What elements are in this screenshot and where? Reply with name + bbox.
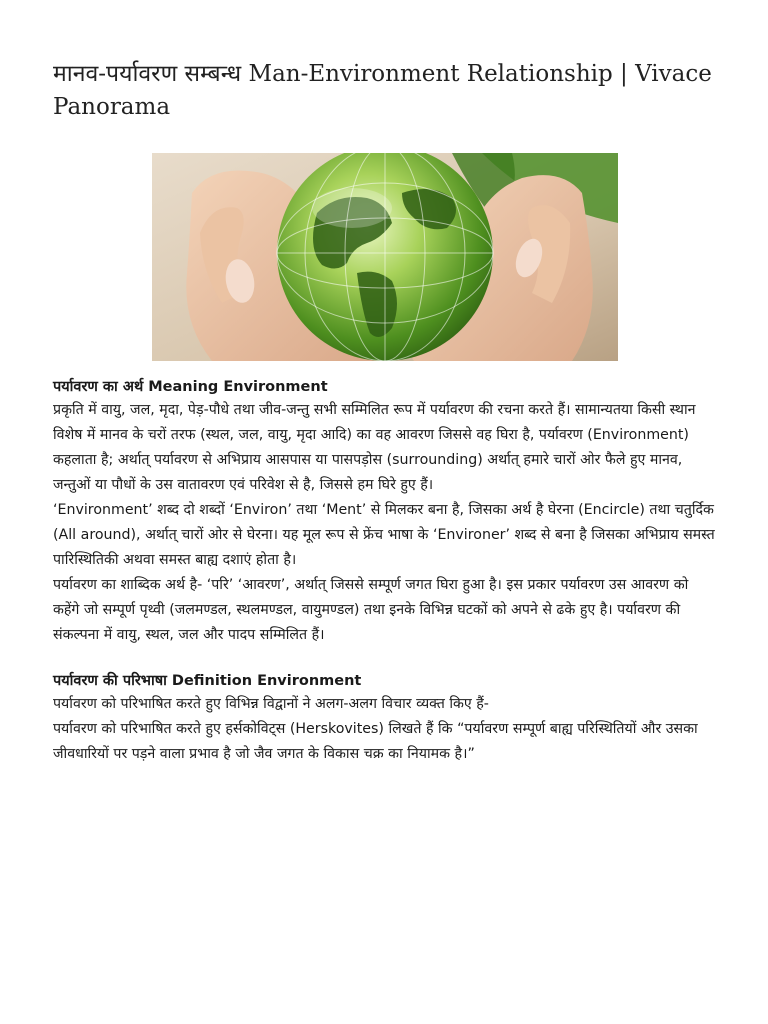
globe-in-hands-image — [152, 153, 618, 361]
paragraph-meaning-2: ‘Environment’ शब्द दो शब्दों ‘Environ’ तथा ‘Ment’ से मिलकर बना है, जिसका अर्थ है घेरना (Encircle) तथा चतुर्दिक (All around), अर्थात् चारों ओर से घेरना। यह मूल रूप से फ्रेंच भाषा के ‘Environer’ शब्द से बना है जिसका अभिप्राय समस्त पारिस्थितिकी अथवा समस्त बाह्य दशाएं होता है। — [53, 502, 715, 568]
paragraph-definition-1: पर्यावरण को परिभाषित करते हुए विभिन्न विद्वानों ने अलग-अलग विचार व्यक्त किए हैं- — [53, 696, 489, 712]
paragraph-meaning-1: प्रकृति में वायु, जल, मृदा, पेड़-पौधे तथा जीव-जन्तु सभी सम्मिलित रूप में पर्यावरण की रचना करते हैं। सामान्यतया किसी स्थान विशेष में मानव के चरों तरफ (स्थल, जल, वायु, मृदा आदि) का वह आवरण जिससे वह घिरा है, पर्यावरण (Environment) कहलाता है; अर्थात् पर्यावरण से अभिप्राय आसपास या पासपड़ोस (surrounding) अर्थात् हमारे चारों ओर फैले हुए मानव, जन्तुओं या पौधों के उस वातावरण एवं परिवेश से है, जिससे हम घिरे हुए हैं। — [53, 402, 696, 493]
paragraph-definition-2: पर्यावरण को परिभाषित करते हुए हर्सकोविट्स (Herskovites) लिखते हैं कि “पर्यावरण सम्पूर्ण बाह्य परिस्थितियों और उसका जीवधारियों पर पड़ने वाला प्रभाव है जो जैव जगत के विकास चक्र का नियामक है।” — [53, 721, 698, 762]
page-title: मानव-पर्यावरण सम्बन्ध Man-Environment Relationship | Vivace Panorama — [53, 61, 712, 120]
paragraph-meaning-3: पर्यावरण का शाब्दिक अर्थ है- ‘परि’ ‘आवरण’, अर्थात् जिससे सम्पूर्ण जगत घिरा हुआ है। इस प्रकार पर्यावरण उस आवरण को कहेंगे जो सम्पूर्ण पृथ्वी (जलमण्डल, स्थलमण्डल, वायुमण्डल) तथा इनके विभिन्न घटकों को अपने से ढके हुए है। पर्यावरण की संकल्पना में वायु, स्थल, जल और पादप सम्मिलित हैं। — [53, 577, 689, 643]
section-heading-meaning: पर्यावरण का अर्थ Meaning Environment — [53, 379, 328, 395]
section-heading-definition: पर्यावरण की परिभाषा Definition Environment — [53, 673, 362, 689]
